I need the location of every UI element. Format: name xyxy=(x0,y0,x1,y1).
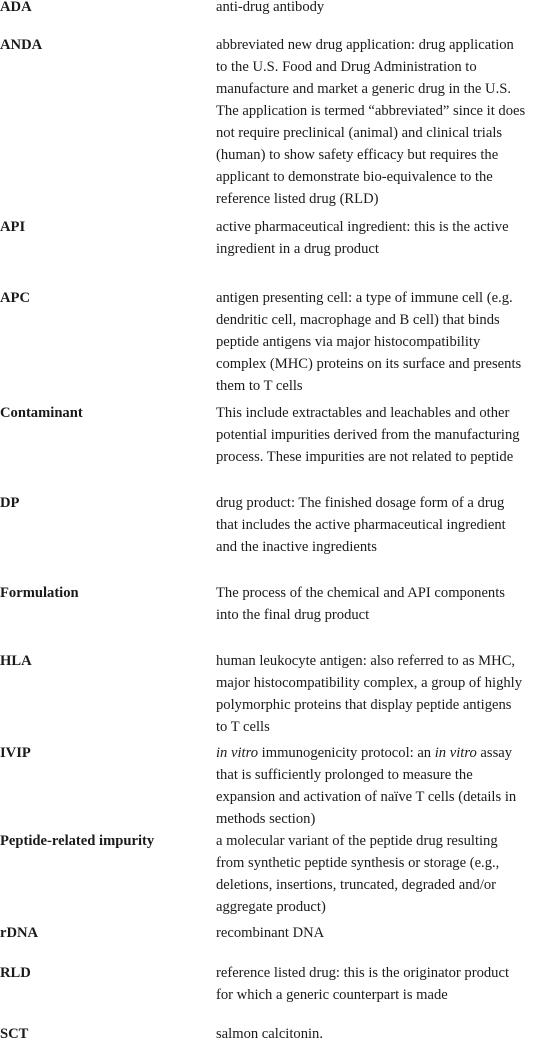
definition-line: that includes the active pharmaceutical ingredient xyxy=(216,517,506,533)
term: API xyxy=(0,219,26,235)
definition xyxy=(216,402,558,468)
definition-line: not require preclinical (animal) and clinical trials xyxy=(216,125,503,141)
definition-line: The application is termed “abbreviated” since it does xyxy=(216,103,526,119)
term: RLD xyxy=(0,965,31,981)
definition-line: methods section) xyxy=(216,811,316,827)
definition-line: from synthetic peptide synthesis or storage (e.g., xyxy=(216,855,500,871)
definition-line: (human) to show safety efficacy but requires the xyxy=(216,147,499,163)
definition-line: for which a generic counterpart is made xyxy=(216,987,448,1003)
definition xyxy=(216,216,558,260)
definition-line: This include extractables and leachables and other xyxy=(216,405,510,421)
definition xyxy=(216,34,558,210)
term: APC xyxy=(0,290,30,306)
definition-line: The process of the chemical and API components xyxy=(216,585,505,601)
definition-line: to T cells xyxy=(216,719,270,735)
definition-line: them to T cells xyxy=(216,378,303,394)
definition-line: to the U.S. Food and Drug Administration to xyxy=(216,59,477,75)
definition xyxy=(216,650,558,738)
term: Peptide-related impurity xyxy=(0,833,155,849)
definition-line: that is sufficiently prolonged to measure the xyxy=(216,767,473,783)
definition-line: applicant to demonstrate bio-equivalence to the xyxy=(216,169,493,185)
definition-line: process. These impurities are not related to peptide xyxy=(216,449,514,465)
definition-line: human leukocyte antigen: also referred to as MHC, xyxy=(216,653,516,669)
definition xyxy=(216,1023,558,1045)
term: rDNA xyxy=(0,925,39,941)
definition-line: potential impurities derived from the manufacturing xyxy=(216,427,520,443)
definition xyxy=(216,0,558,18)
definition-line: expansion and activation of naïve T cells (details in xyxy=(216,789,517,805)
term: Contaminant xyxy=(0,405,83,421)
definition-line: ingredient in a drug product xyxy=(216,241,379,257)
definition-line: active pharmaceutical ingredient: this is the active xyxy=(216,219,509,235)
definition-line: and the inactive ingredients xyxy=(216,539,377,555)
definition-line: complex (MHC) proteins on its surface and presents xyxy=(216,356,522,372)
definition-line: aggregate product) xyxy=(216,899,326,915)
definition-line: manufacture and market a generic drug in the U.S. xyxy=(216,81,512,97)
definition-line: in vitro immunogenicity protocol: an in vitro assay xyxy=(216,745,513,761)
definition-line: a molecular variant of the peptide drug resulting xyxy=(216,833,498,849)
term: ANDA xyxy=(0,37,43,53)
definition-line: peptide antigens via major histocompatibility xyxy=(216,334,481,350)
definition-line: dendritic cell, macrophage and B cell) that binds xyxy=(216,312,500,328)
definition-line: into the final drug product xyxy=(216,607,370,623)
definition-line: deletions, insertions, truncated, degraded and/or xyxy=(216,877,497,893)
definition-line: polymorphic proteins that display peptide antigens xyxy=(216,697,512,713)
definition xyxy=(216,582,558,626)
term: Formulation xyxy=(0,585,79,601)
definition xyxy=(216,830,558,918)
definition-line: recombinant DNA xyxy=(216,925,325,941)
definition-line: major histocompatibility complex, a group of highly xyxy=(216,675,523,691)
definition xyxy=(216,742,558,830)
term: IVIP xyxy=(0,745,31,761)
definition xyxy=(216,287,558,397)
definition-line: reference listed drug: this is the originator product xyxy=(216,965,510,981)
definition-line: abbreviated new drug application: drug application xyxy=(216,37,514,53)
definition-line: reference listed drug (RLD) xyxy=(216,191,379,207)
definition-emphasis: in vitro xyxy=(434,745,477,761)
term: SCT xyxy=(0,1026,29,1042)
term: HLA xyxy=(0,653,32,669)
definition-line: antigen presenting cell: a type of immune cell (e.g. xyxy=(216,290,513,306)
definition xyxy=(216,492,558,558)
definition xyxy=(216,962,558,1006)
term: ADA xyxy=(0,0,32,15)
definition-line: salmon calcitonin. xyxy=(216,1026,323,1042)
definition-line: drug product: The finished dosage form of a drug xyxy=(216,495,505,511)
definition-line: anti-drug antibody xyxy=(216,0,325,15)
definition-emphasis: in vitro xyxy=(216,745,259,761)
term: DP xyxy=(0,495,20,511)
definition xyxy=(216,922,558,944)
